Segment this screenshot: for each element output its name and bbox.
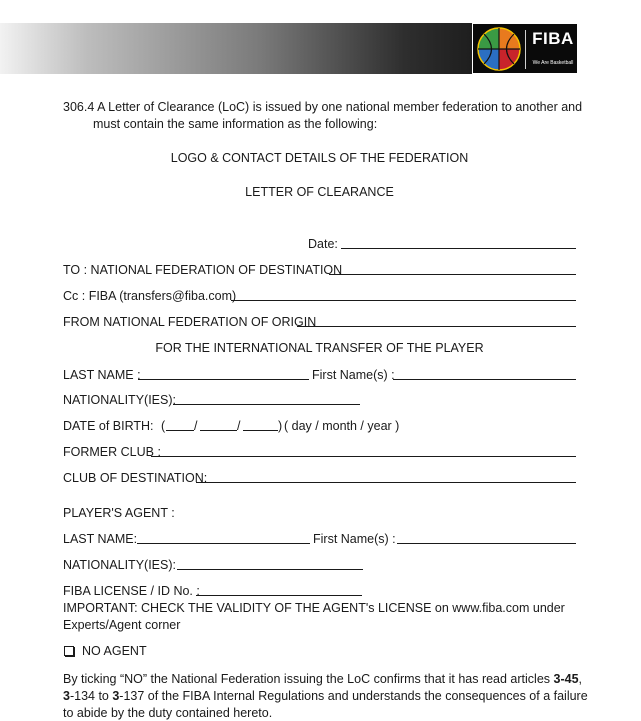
ticking-line-1-text: By ticking “NO” the National Federation issuing the LoC confirms that it has read articles (63, 672, 554, 686)
from-label: FROM NATIONAL FEDERATION OF ORIGIN (63, 315, 317, 329)
logo-tagline: We Are Basketball (532, 60, 574, 66)
no-agent-label: NO AGENT (82, 644, 147, 658)
agent-license-field[interactable] (196, 595, 362, 596)
cc-field[interactable] (231, 300, 576, 301)
cc-label: Cc : FIBA (transfers@fiba.com) (63, 289, 237, 303)
logo-wordmark: FIBA (532, 29, 574, 48)
from-field[interactable] (297, 326, 576, 327)
player-nationality-label: NATIONALITY(IES): (63, 393, 176, 407)
intro-line-1: 306.4 A Letter of Clearance (LoC) is issued by one national member federation to another and (63, 100, 583, 114)
ticking-line-2-text-2: -137 of the FIBA Internal Regulations and understands the consequences of a failure (119, 689, 588, 703)
fiba-logo (472, 23, 578, 74)
dob-slash-2: / (237, 419, 241, 433)
player-last-name-label: LAST NAME : (63, 368, 141, 382)
player-first-name-field[interactable] (393, 379, 576, 380)
ticking-line-2 (63, 688, 588, 704)
transfer-heading: FOR THE INTERNATIONAL TRANSFER OF THE PLAYER (155, 341, 484, 355)
agent-nationality-field[interactable] (177, 569, 363, 570)
player-last-name-field[interactable] (138, 379, 309, 380)
article-ref-3a: 3 (63, 689, 70, 703)
no-agent-option[interactable] (64, 643, 147, 659)
ticking-line-2-text-1: -134 to (69, 689, 113, 703)
logo-divider (525, 30, 526, 69)
important-line-2: Experts/Agent corner (63, 618, 181, 632)
dob-close-paren: ) (278, 419, 283, 433)
ticking-line-1-comma: , (578, 672, 583, 686)
club-destination-field[interactable] (196, 482, 576, 483)
dob-format-hint: ( day / month / year ) (284, 419, 400, 433)
intro-line-2: must contain the same information as the following: (93, 117, 378, 131)
to-label: TO : NATIONAL FEDERATION OF DESTINATION (63, 263, 343, 277)
agent-last-name-field[interactable] (137, 543, 310, 544)
dob-slash-1: / (194, 419, 198, 433)
article-ref-3b: 3 (112, 689, 120, 703)
agent-heading: PLAYER'S AGENT : (63, 506, 175, 520)
article-ref-3-45: 3-45 (553, 672, 579, 686)
ticking-line-3: to abide by the duty contained hereto. (63, 706, 273, 720)
former-club-field[interactable] (151, 456, 576, 457)
important-line-1: IMPORTANT: CHECK THE VALIDITY OF THE AGENT's LICENSE on www.fiba.com under (63, 601, 565, 615)
player-nationality-field[interactable] (173, 404, 360, 405)
agent-first-name-field[interactable] (397, 543, 576, 544)
dob-label: DATE of BIRTH: (63, 419, 154, 433)
to-field[interactable] (329, 274, 576, 275)
logo-contact-heading: LOGO & CONTACT DETAILS OF THE FEDERATION (170, 151, 469, 165)
document-title: LETTER OF CLEARANCE (245, 185, 394, 199)
agent-last-name-label: LAST NAME: (63, 532, 138, 546)
dob-open-paren: ( (161, 419, 166, 433)
no-agent-checkbox[interactable] (64, 646, 74, 656)
player-first-name-label: First Name(s) : (312, 368, 395, 382)
former-club-label: FORMER CLUB : (63, 445, 161, 459)
dob-day-field[interactable] (166, 430, 194, 431)
club-destination-label: CLUB OF DESTINATION: (63, 471, 208, 485)
agent-first-name-label: First Name(s) : (313, 532, 396, 546)
agent-nationality-label: NATIONALITY(IES): (63, 558, 176, 572)
ticking-line-1 (63, 671, 582, 687)
agent-license-label: FIBA LICENSE / ID No. : (63, 584, 200, 598)
date-field[interactable] (341, 248, 576, 249)
dob-month-field[interactable] (200, 430, 237, 431)
basketball-logo-icon (476, 26, 522, 72)
dob-year-field[interactable] (243, 430, 278, 431)
date-label: Date: (308, 237, 338, 251)
